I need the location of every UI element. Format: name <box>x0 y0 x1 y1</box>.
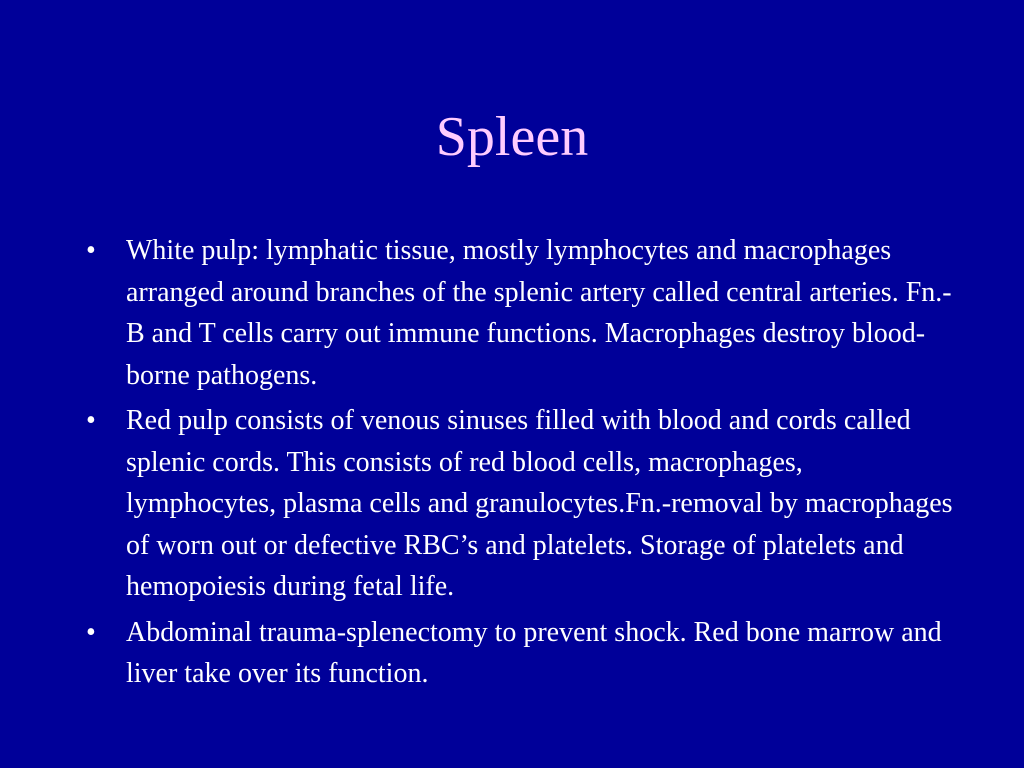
bullet-dot-icon: • <box>86 405 96 436</box>
bullet-text: Abdominal trauma-splenectomy to prevent shock. Red bone marrow and liver take over its function. <box>126 616 942 689</box>
bullet-list <box>86 230 956 695</box>
bullet-text: White pulp: lymphatic tissue, mostly lymphocytes and macrophages arranged around branches of the splenic artery called central arteries. Fn.-B and T cells carry out immune functions. Macrophages destroy blood-borne pathogens. <box>126 235 952 391</box>
bullet-abdominal-trauma <box>86 612 956 695</box>
bullet-dot-icon: • <box>86 616 96 648</box>
bullet-red-pulp <box>86 400 956 608</box>
slide-title: Spleen <box>435 106 589 168</box>
bullet-dot-icon: • <box>86 235 96 266</box>
bullet-text: Red pulp consists of venous sinuses filled with blood and cords called splenic cords. This consists of red blood cells, macrophages, lymphocytes, plasma cells and granulocytes.Fn.-removal by macrophages of worn out or defective RBC’s and platelets. Storage of platelets and hemopoiesis during fetal life. <box>126 405 953 602</box>
bullet-white-pulp <box>86 230 956 396</box>
